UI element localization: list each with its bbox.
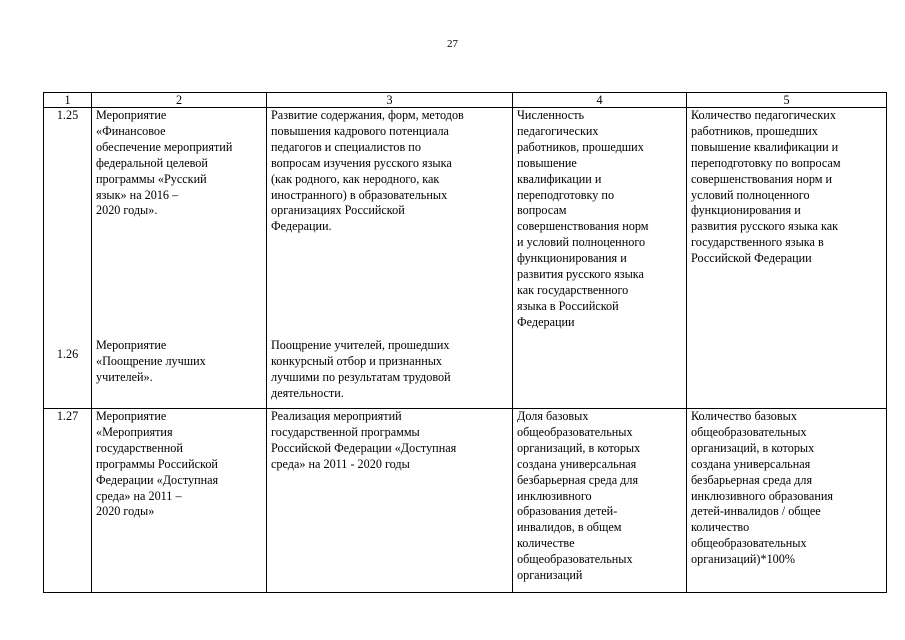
spacer	[44, 124, 91, 347]
content-cell	[267, 108, 513, 409]
content-cell	[267, 409, 513, 593]
row-number: 1.25	[56, 108, 79, 122]
event-name: Мероприятие «Мероприятия государственной программы Российской Федерации «Доступная среда» на 2011 – 2020 годы»	[96, 409, 219, 519]
measures-table	[43, 92, 887, 593]
calculation-method: Количество педагогических работников, прошедших повышение квалификации и переподготовку по вопросам совершенствования норм и условий полноценного функционирования и развития русского языка как государственного языка в Российской Федерации	[691, 108, 841, 266]
calculation-method: Количество базовых общеобразовательных организаций, в которых создана универсальная безбарьерная среда для инклюзивного образования детей-инвалидов / общее количество общеобразовательных организаций)*100%	[691, 409, 833, 567]
indicator-name: Доля базовых общеобразовательных организаций, в которых создана универсальная безбарьерная среда для инклюзивного образования детей- инвалидов, в общем количестве общеобразовательных организаций	[517, 409, 641, 583]
event-content: Поощрение учителей, прошедших конкурсный отбор и признанных лучшими по результатам трудовой деятельности.	[271, 338, 451, 400]
indicator-cell	[513, 409, 687, 593]
table-row	[44, 409, 887, 593]
spacer	[96, 219, 262, 338]
page-number: 27	[447, 38, 458, 50]
row-number: 1.27	[56, 409, 79, 423]
table-row	[44, 108, 887, 409]
column-header-1: 1	[44, 93, 92, 108]
event-name: Мероприятие «Финансовое обеспечение мероприятий федеральной целевой программы «Русский язык» на 2016 – 2020 годы».	[96, 108, 233, 218]
event-content: Реализация мероприятий государственной программы Российской Федерации «Доступная среда» на 2011 - 2020 годы	[271, 409, 457, 471]
column-header-2: 2	[92, 93, 267, 108]
row-number-cell	[44, 108, 92, 409]
calculation-cell	[687, 409, 887, 593]
event-cell	[92, 409, 267, 593]
row-number: 1.26	[56, 346, 79, 361]
column-header-4: 4	[513, 93, 687, 108]
indicator-name: Численность педагогических работников, прошедших повышение квалификации и переподготовку по вопросам совершенствования норм и условий полноценного функционирования и развития русского языка как государственного языка в Российской Федерации	[517, 108, 649, 329]
event-name: Мероприятие «Поощрение лучших учителей».	[96, 338, 206, 385]
event-content: Развитие содержания, форм, методов повышения кадрового потенциала педагогов и специалистов по вопросам изучения русского языка (как родного, как неродного, как иностранного) в образовательных организациях Российской Федерации.	[271, 108, 464, 234]
column-header-3: 3	[267, 93, 513, 108]
row-number-cell	[44, 409, 92, 593]
indicator-cell	[513, 108, 687, 409]
calculation-cell	[687, 108, 887, 409]
column-header-5: 5	[687, 93, 887, 108]
event-cell	[92, 108, 267, 409]
header-row	[44, 93, 887, 108]
spacer	[271, 235, 508, 338]
